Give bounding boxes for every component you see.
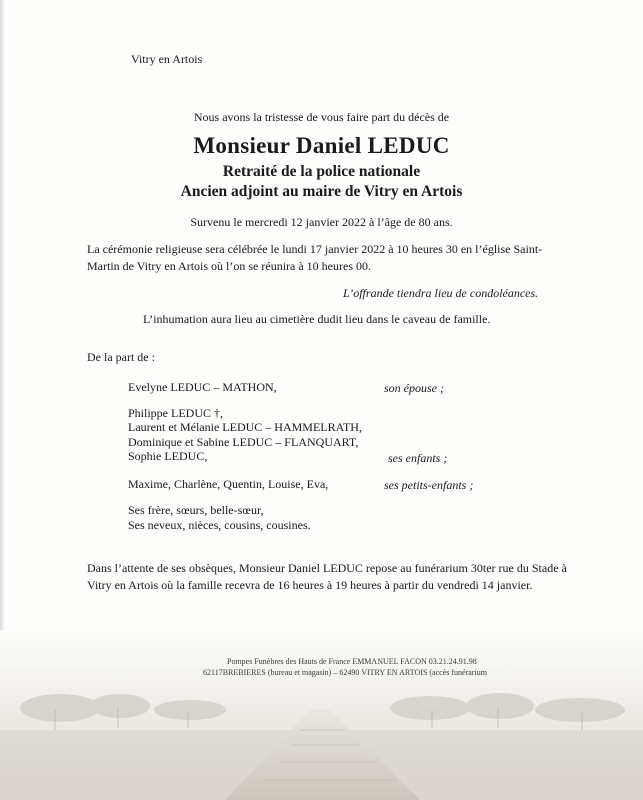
from-label: De la part de :	[87, 350, 155, 364]
spouse-name: Evelyne LEDUC – MATHON,	[128, 380, 277, 394]
deceased-title-1: Retraité de la police nationale	[222, 163, 421, 180]
deceased-title-2: Ancien adjoint au maire de Vitry en Artois	[180, 183, 463, 200]
child-name: Philippe LEDUC †,	[128, 406, 223, 420]
other-relatives: Ses frère, sœurs, belle-sœur,	[128, 503, 264, 517]
children-relation: ses enfants ;	[388, 451, 448, 465]
death-date: Survenu le mercredi 12 janvier 2022 à l’âge de 80 ans.	[190, 215, 453, 229]
footer-company: Pompes Funèbres des Hauts de France EMMANUEL FACON 03.21.24.91.98	[227, 657, 477, 666]
ceremony-text: La cérémonie religieuse sera célébrée le lundi 17 janvier 2022 à 10 heures 30 en l’église Saint-Martin de Vitry en Artois où l’on se réunira à 10 heures 00.	[87, 242, 543, 273]
grandchildren-names: Maxime, Charlène, Quentin, Louise, Eva,	[128, 477, 329, 491]
other-relatives: Ses neveux, nièces, cousins, cousines.	[128, 518, 311, 532]
footer-address: 62117BREBIERES (bureau et magasin) – 62490 VITRY EN ARTOIS (accès funérarium	[203, 668, 487, 677]
header-place: Vitry en Artois	[131, 52, 203, 66]
grandchildren-relation: ses petits-enfants ;	[384, 478, 474, 492]
announcement-intro: Nous avons la tristesse de vous faire part du décès de	[193, 110, 450, 124]
deceased-name: Monsieur Daniel LEDUC	[193, 133, 450, 158]
spouse-relation: son épouse ;	[384, 381, 444, 395]
child-name: Dominique et Sabine LEDUC – FLANQUART,	[128, 435, 359, 449]
child-name: Laurent et Mélanie LEDUC – HAMMELRATH,	[128, 420, 362, 434]
offering-note: L’offrande tiendra lieu de condoléances.	[343, 286, 539, 300]
funeral-home-note: Dans l’attente de ses obsèques, Monsieur Daniel LEDUC repose au funérarium 30ter rue du Stade à Vitry en Artois où la famille recevra de 16 heures à 19 heures à partir du vendredi 14 janvier.	[87, 561, 567, 592]
burial-note: L’inhumation aura lieu au cimetière dudit lieu dans le caveau de famille.	[143, 312, 491, 326]
child-name: Sophie LEDUC,	[128, 449, 208, 463]
misty-path-landscape	[0, 630, 643, 800]
